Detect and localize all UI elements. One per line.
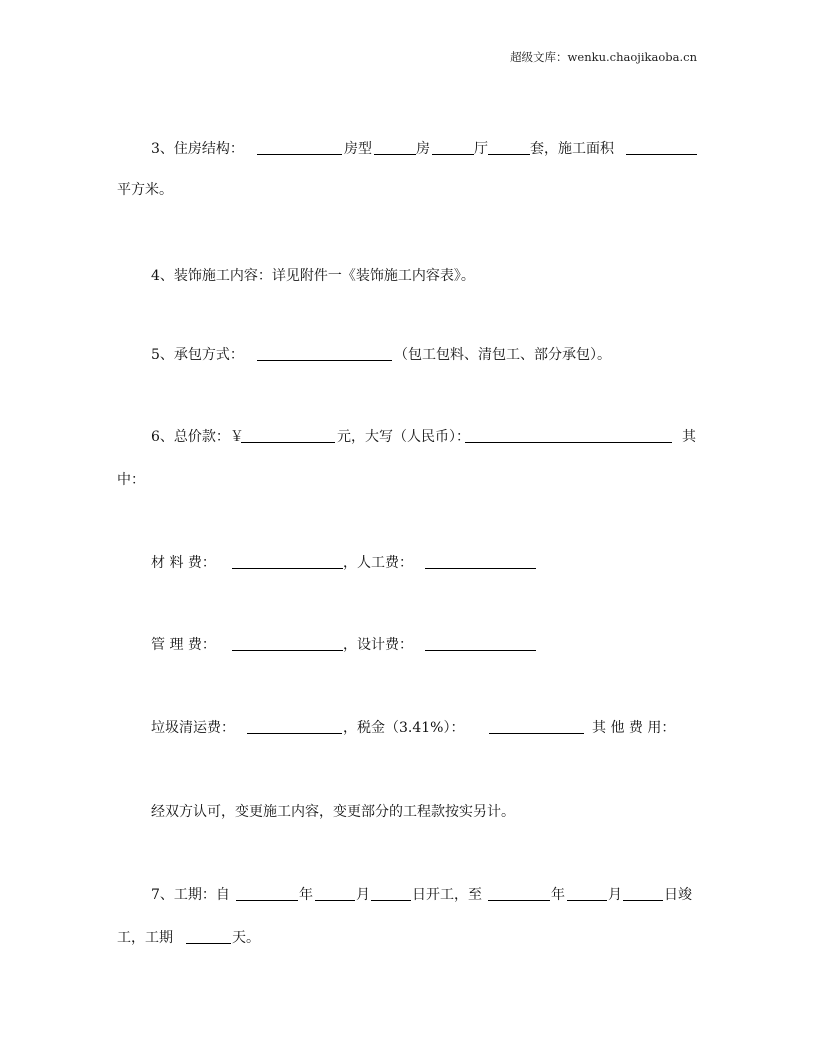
suite-count-field[interactable] bbox=[488, 139, 530, 155]
start-day-label: 日开工，至 bbox=[412, 887, 482, 903]
labor-fee-label: ，人工费： bbox=[343, 555, 413, 571]
material-fee-label: 材 料 费： bbox=[151, 555, 216, 571]
management-fee-label: 管 理 费： bbox=[151, 637, 216, 653]
area-label: 套，施工面积 bbox=[530, 141, 614, 157]
garbage-fee-label: 垃圾清运费： bbox=[151, 720, 235, 736]
start-year-field[interactable] bbox=[236, 885, 298, 901]
contract-method-options: （包工包料、清包工、部分承包）。 bbox=[394, 347, 611, 363]
other-fee-label: 其 他 费 用： bbox=[592, 720, 676, 736]
start-month-label: 月 bbox=[356, 887, 370, 903]
tax-label: ，税金（3.41%）： bbox=[343, 720, 465, 736]
item-6-continuation: 中： bbox=[117, 472, 145, 488]
end-day-field[interactable] bbox=[623, 885, 663, 901]
design-fee-field[interactable] bbox=[425, 635, 536, 651]
room-type-label: 房型 bbox=[344, 141, 372, 157]
tax-field[interactable] bbox=[489, 718, 584, 734]
start-day-field[interactable] bbox=[371, 885, 411, 901]
garbage-tax-line bbox=[0, 718, 816, 738]
end-year-label: 年 bbox=[551, 887, 565, 903]
hall-count-field[interactable] bbox=[432, 139, 474, 155]
total-price-uppercase-field[interactable] bbox=[465, 427, 672, 443]
end-month-field[interactable] bbox=[567, 885, 607, 901]
change-note: 经双方认可，变更施工内容，变更部分的工程款按实另计。 bbox=[151, 804, 515, 820]
item-3-line bbox=[0, 139, 816, 159]
end-month-label: 月 bbox=[608, 887, 622, 903]
construction-area-field[interactable] bbox=[626, 139, 697, 155]
bedroom-label: 房 bbox=[416, 141, 430, 157]
item-6-line bbox=[0, 427, 816, 447]
uppercase-label: 元，大写（人民币）： bbox=[337, 429, 470, 445]
item-7-label: 7、工期：自 bbox=[151, 887, 230, 903]
hall-label: 厅 bbox=[474, 141, 488, 157]
management-design-line bbox=[0, 635, 816, 655]
management-fee-field[interactable] bbox=[232, 635, 343, 651]
start-year-label: 年 bbox=[299, 887, 313, 903]
item-6-tail: 其 bbox=[682, 429, 696, 445]
design-fee-label: ，设计费： bbox=[343, 637, 413, 653]
days-label: 天。 bbox=[232, 930, 260, 946]
item-3-continuation: 平方米。 bbox=[117, 182, 173, 198]
header-source: 超级文库：wenku.chaojikaoba.cn bbox=[510, 50, 697, 64]
contract-method-field[interactable] bbox=[257, 345, 392, 361]
item-7-line bbox=[0, 885, 816, 905]
item-5-label: 5、承包方式： bbox=[151, 347, 244, 363]
bedroom-count-field[interactable] bbox=[374, 139, 416, 155]
item-4-line: 4、装饰施工内容：详见附件一《装饰施工内容表》。 bbox=[151, 268, 475, 284]
structure-field[interactable] bbox=[257, 139, 342, 155]
item-5-line bbox=[0, 345, 816, 365]
end-year-field[interactable] bbox=[488, 885, 550, 901]
garbage-fee-field[interactable] bbox=[247, 718, 342, 734]
labor-fee-field[interactable] bbox=[425, 553, 536, 569]
duration-days-field[interactable] bbox=[186, 928, 231, 944]
end-day-label: 日竣 bbox=[664, 887, 692, 903]
item-6-label: 6、总价款：￥ bbox=[151, 429, 244, 445]
total-price-field[interactable] bbox=[241, 427, 335, 443]
material-fee-field[interactable] bbox=[232, 553, 343, 569]
item-3-label: 3、住房结构： bbox=[151, 141, 244, 157]
duration-label: 工，工期 bbox=[117, 930, 173, 946]
item-7-continuation bbox=[0, 928, 816, 948]
start-month-field[interactable] bbox=[315, 885, 355, 901]
material-labor-line bbox=[0, 553, 816, 573]
